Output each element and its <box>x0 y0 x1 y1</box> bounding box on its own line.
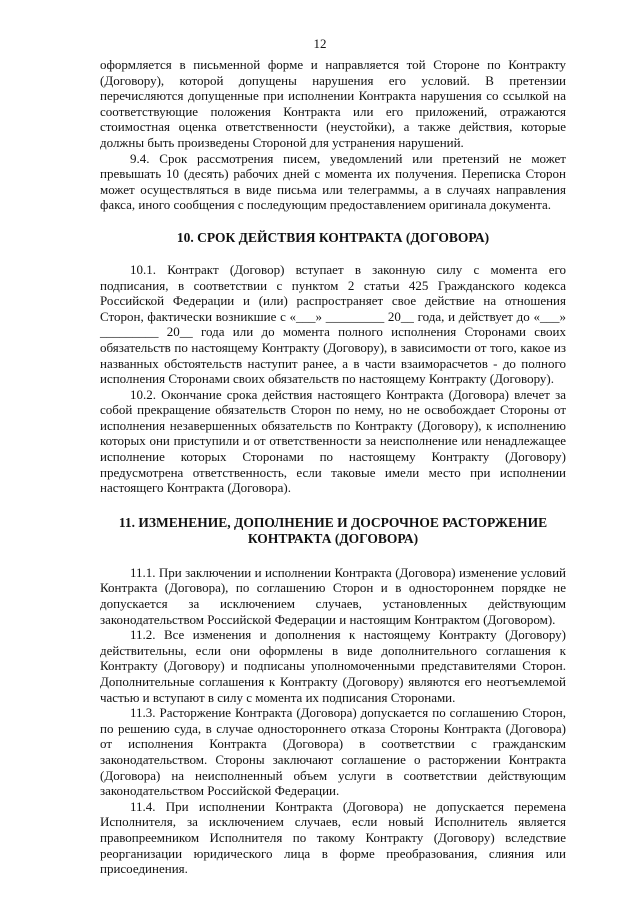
section-11-heading-line-1: 11. ИЗМЕНЕНИЕ, ДОПОЛНЕНИЕ И ДОСРОЧНОЕ РАСТОРЖЕНИЕ <box>118 514 548 530</box>
section-11-heading <box>100 515 566 547</box>
paragraph-11-1: 11.1. При заключении и исполнении Контракта (Договора) изменение условий Контракта (Договора), по соглашению Сторон и в одностороннем порядке не допускается за исключением случаев, установленных действующим законодательством Российской Федерации и настоящим Контрактом (Договором). <box>100 564 566 627</box>
paragraph-9-3-continuation: оформляется в письменной форме и направляется той Стороне по Контракту (Договору), которой допущены нарушения его условий. В претензии перечисляются допущенные при исполнении Контракта нарушения со ссылкой на соответствующие положения Контракта или его приложений, отражаются стоимостная оценка ответственности (неустойки), а также действия, которые должны быть произведены Стороной для устранения нарушений. <box>100 57 566 150</box>
paragraph-10-1: 10.1. Контракт (Договор) вступает в законную силу с момента его подписания, в соответствии с пунктом 2 статьи 425 Гражданского кодекса Российской Федерации и (или) распространяет свое действие на отношения Сторон, фактически возникшие с «___» _________ 20__ года, и действует до «___» _________ 20__ года или до момента полного исполнения Сторонами своих обязательств по настоящему Контракту (Договору), в зависимости от того, какое из названных обстоятельств наступит ранее, а в части взаиморасчетов - до полного исполнения Сторонами своих обязательств по настоящему Контракту (Договору). <box>100 261 566 387</box>
page-number: 12 <box>313 36 327 51</box>
paragraph-11-2: 11.2. Все изменения и дополнения к настоящему Контракту (Договору) действительны, если они оформлены в виде дополнительного соглашения к Контракту (Договору) и подписаны уполномоченными представителями Сторон. Дополнительные соглашения к Контракту (Договору) являются его неотъемлемой частью и вступают в силу с момента их подписания Сторонами. <box>100 627 566 705</box>
paragraph-11-4: 11.4. При исполнении Контракта (Договора) не допускается перемена Исполнителя, за исключением случаев, если новый Исполнитель является правопреемником Исполнителя по такому Контракту (Договору) вследствие реорганизации юридического лица в форме преобразования, слияния или присоединения. <box>100 798 566 877</box>
paragraph-9-4: 9.4. Срок рассмотрения писем, уведомлений или претензий не может превышать 10 (десять) рабочих дней с момента их получения. Переписка Сторон может осуществляться в виде письма или телеграммы, а в случаях направления факса, иного сообщения с последующим предоставлением оригинала документа. <box>100 150 566 213</box>
document-body <box>100 57 566 877</box>
section-10-heading: 10. СРОК ДЕЙСТВИЯ КОНТРАКТА (ДОГОВОРА) <box>176 229 490 245</box>
paragraph-11-3: 11.3. Расторжение Контракта (Договора) допускается по соглашению Сторон, по решению суда, в случае одностороннего отказа Стороны Контракта (Договора) от исполнения Контракта (Договора) в соответствии с гражданским законодательством. Стороны заключают соглашение о расторжении Контракта (Договора) на неисполненный объем услуги в соответствии действующим законодательством Российской Федерации. <box>100 705 566 799</box>
section-11-heading-line-2: КОНТРАКТА (ДОГОВОРА) <box>247 530 419 546</box>
paragraph-10-2: 10.2. Окончание срока действия настоящего Контракта (Договора) влечет за собой прекращение обязательств Сторон по нему, но не освобождает Стороны от исполнения незавершенных обязательств по Контракту (Договору), к исполнению которых они приступили и от ответственности за неисполнение или ненадлежащее исполнение которых Сторонами по настоящему Контракту (Договору) предусмотрена ответственность, если таковые имели место при исполнении настоящего Контракта (Договора). <box>100 386 566 496</box>
